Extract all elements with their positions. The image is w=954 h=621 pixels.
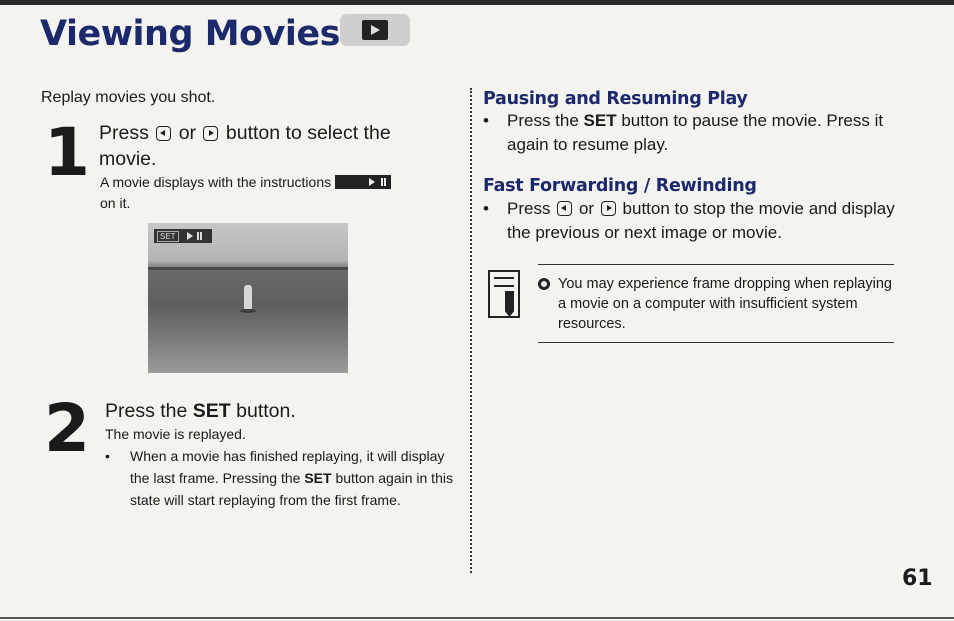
pause-icon (197, 232, 202, 240)
step-number-2: 2 (44, 390, 90, 467)
step1-body-prefix: A movie displays with the instructions (100, 174, 332, 190)
pausing-bullet-prefix: Press the (507, 111, 579, 130)
right-button-icon (203, 126, 218, 141)
step1-body (100, 172, 460, 214)
left-button-icon (557, 201, 572, 216)
playback-instructions-icon (335, 175, 391, 189)
step2-head-suffix: button. (236, 400, 296, 422)
person-figure (244, 285, 252, 309)
step-number-1: 1 (44, 114, 90, 191)
step1-head-suffix: button to select the movie. (99, 122, 391, 170)
pausing-bullet (483, 109, 903, 157)
step2-bullet-suffix: button again in this state will start replaying from the first frame. (130, 470, 453, 508)
forwarding-bullet-or: or (578, 199, 595, 218)
pausing-bullet-suffix: button to pause the movie. Press it again to resume play. (507, 111, 884, 154)
movie-preview-image (148, 223, 348, 373)
page-title: Viewing Movies (40, 14, 340, 54)
bullet-dot-icon: • (105, 448, 110, 464)
note-text (538, 274, 898, 334)
step2-heading (105, 398, 455, 424)
forwarding-heading: Fast Forwarding / Rewinding (483, 176, 757, 196)
step2-bullet (105, 445, 460, 511)
playback-overlay (154, 229, 212, 243)
note-body: You may experience frame dropping when replaying a movie on a computer with insufficient system resources. (558, 276, 892, 332)
horizon-line (148, 267, 348, 270)
bullet-dot-icon: • (483, 199, 489, 218)
bottom-rule (0, 617, 954, 619)
note-bottom-rule (538, 342, 894, 343)
play-icon (187, 232, 193, 240)
top-rule (0, 0, 954, 5)
step1-head-prefix: Press (99, 122, 149, 144)
overlay-set-label: SET (157, 231, 179, 242)
figure-shadow (240, 309, 256, 313)
pausing-bullet-bold: SET (583, 111, 617, 130)
caution-icon (538, 278, 550, 290)
step2-head-prefix: Press the (105, 400, 188, 422)
step2-bullet-bold: SET (304, 470, 332, 486)
column-divider (470, 88, 472, 573)
intro-text: Replay movies you shot. (41, 89, 216, 106)
note-top-rule (538, 264, 894, 265)
step2-bullet-prefix: When a movie has finished replaying, it will display the last frame. Pressing the (130, 448, 445, 486)
movie-mode-icon (340, 14, 410, 46)
step2-body: The movie is replayed. (105, 426, 246, 442)
pausing-heading: Pausing and Resuming Play (483, 89, 748, 109)
right-button-icon (601, 201, 616, 216)
left-button-icon (156, 126, 171, 141)
memo-note-icon (488, 270, 520, 318)
step1-head-or: or (178, 122, 197, 144)
step1-heading (99, 120, 451, 172)
page-number: 61 (902, 566, 933, 591)
forwarding-bullet-suffix: button to stop the movie and display the previous or next image or movie. (507, 199, 895, 242)
bullet-dot-icon: • (483, 111, 489, 130)
step2-head-bold: SET (192, 400, 231, 422)
forwarding-bullet (483, 197, 903, 245)
forwarding-bullet-prefix: Press (507, 199, 551, 218)
step1-body-suffix: on it. (100, 195, 131, 211)
